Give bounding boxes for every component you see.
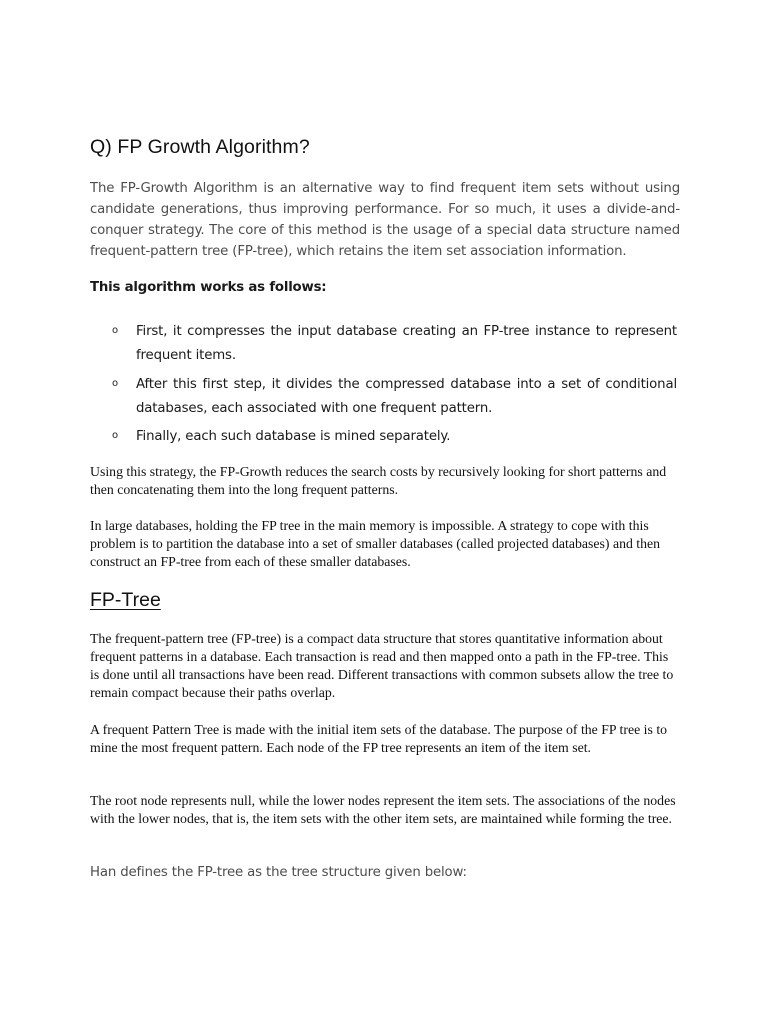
han-definition-text: Han defines the FP-tree as the tree structure given below: [90,865,467,880]
bullet-icon: o [112,325,119,336]
root-node-paragraph: The root node represents null, while the lower nodes represent the item sets. The associations of the nodes with the lower nodes, that is, the item sets with the other item sets, are maintained while forming the tree. [90,793,676,826]
fp-tree-heading: FP-Tree [90,589,161,611]
page-title: Q) FP Growth Algorithm? [90,136,310,158]
fp-tree-purpose-paragraph: A frequent Pattern Tree is made with the initial item sets of the database. The purpose of the FP tree is to mine the most frequent pattern. Each node of the FP tree represents an item of the item set. [90,722,668,755]
strategy-paragraph: Using this strategy, the FP-Growth reduces the search costs by recursively looking for short patterns and then concatenating them into the long frequent patterns. [90,464,667,497]
step-text: First, it compresses the input database creating an FP-tree instance to represent frequent items. [136,324,677,363]
bullet-icon: o [112,430,119,441]
step-text: Finally, each such database is mined separately. [136,429,451,444]
fp-tree-definition-paragraph: The frequent-pattern tree (FP-tree) is a compact data structure that stores quantitative information about frequent patterns in a database. Each transaction is read and then mapped onto a path in the FP-tree. This is done until all transactions have been read. Different transactions with common subsets allow the tree to remain compact because their paths overlap. [90,631,674,700]
intro-paragraph: The FP-Growth Algorithm is an alternative way to find frequent item sets without using candidate generations, thus improving performance. For so much, it uses a divide-and-conquer strategy. The core of this method is the usage of a special data structure named frequent-pattern tree (FP-tree), which retains the item set association information. [90,181,680,259]
step-text: After this first step, it divides the compressed database into a set of conditional databases, each associated with one frequent pattern. [136,377,677,416]
bullet-icon: o [112,378,119,389]
algorithm-steps-heading: This algorithm works as follows: [90,280,327,295]
large-database-paragraph: In large databases, holding the FP tree in the main memory is impossible. A strategy to cope with this problem is to partition the database into a set of smaller databases (called projected databases) and then construct an FP-tree from each of these smaller databases. [90,518,661,569]
